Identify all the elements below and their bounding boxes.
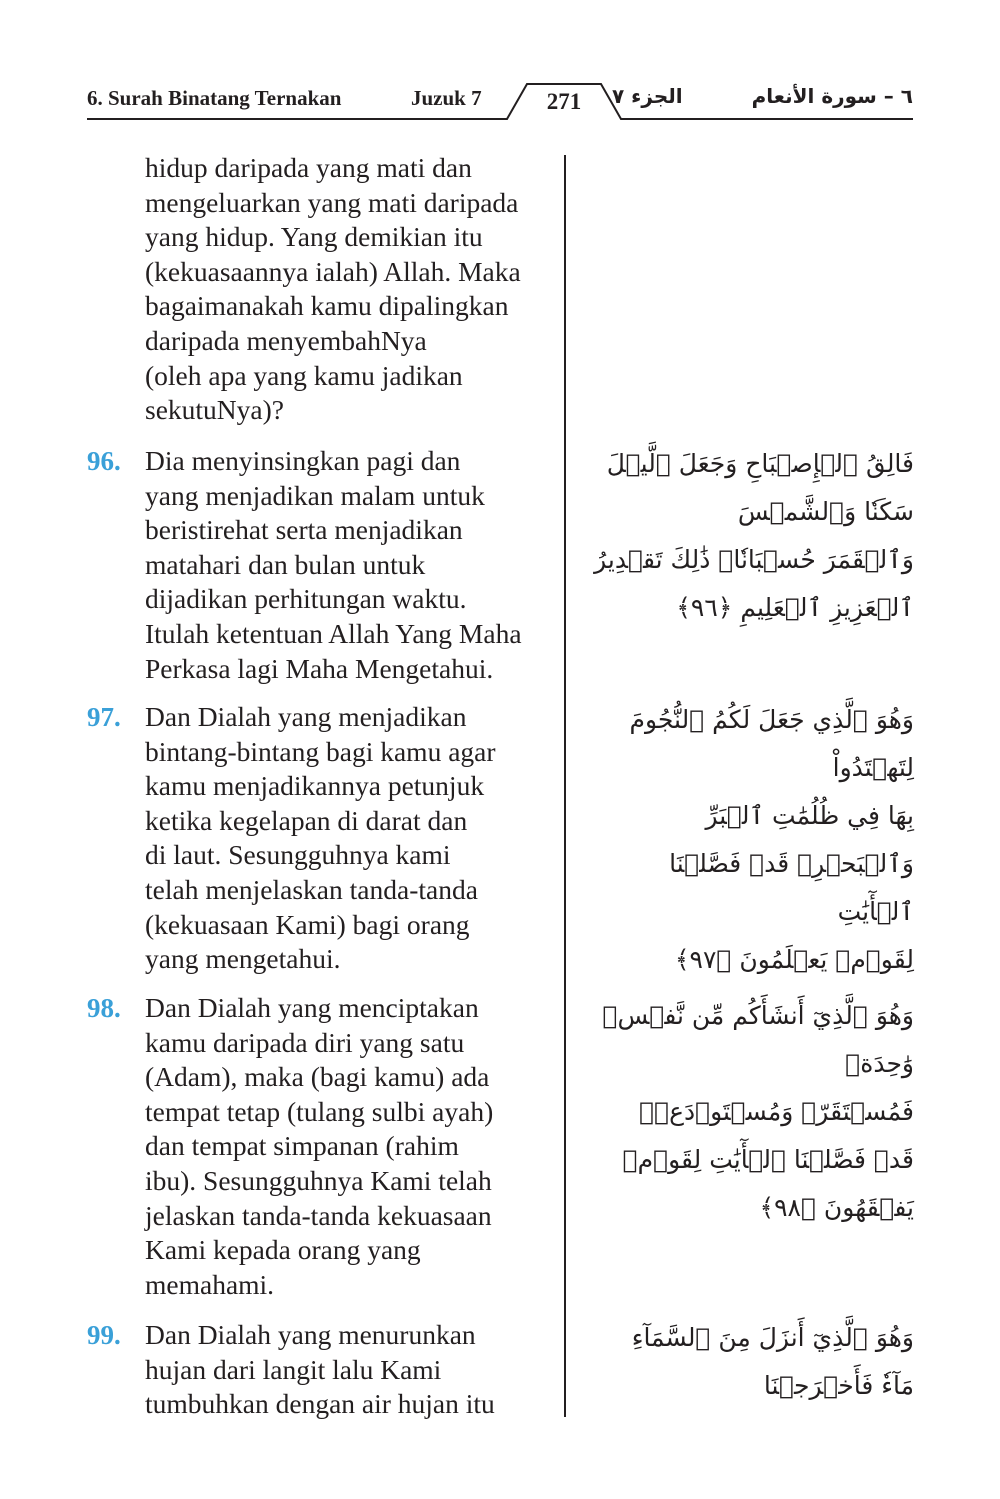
- verse-translation: Dan Dialah yang menurunkan hujan dari langit lalu Kami tumbuhkan dengan air hujan itu: [145, 1319, 495, 1420]
- verse-translation: Dan Dialah yang menjadikan bintang-bintang bagi kamu agar kamu menjadikannya petunjuk ketika kegelapan di darat dan di laut. Sesungguhnya kami telah menjelaskan tanda-tanda (kekuasaan Kami) bagi orang yang mengetahui.: [145, 701, 496, 975]
- surah-arabic-title: ٦ – سورة الأنعام: [751, 84, 913, 108]
- juzuk-label: Juzuk 7: [411, 86, 482, 110]
- juz-arabic-label: الجزء ٧: [612, 84, 683, 108]
- verse-number: 96.: [87, 446, 121, 476]
- verse-arabic: فَالِقُ ٱلۡإِصۡبَاحِ وَجَعَلَ ٱلَّيۡلَ سَكَنٗا وَٱلشَّمۡسَ وَٱلۡقَمَرَ حُسۡبَانٗاۚ ذَٰلِكَ تَقۡدِيرُ ٱلۡعَزِيزِ ٱلۡعَلِيمِ ﴿٩٦﴾: [594, 449, 914, 622]
- surah-title: 6. Surah Binatang Ternakan: [87, 86, 342, 110]
- verse-arabic: وَهُوَ ٱلَّذِي جَعَلَ لَكُمُ ٱلنُّجُومَ لِتَهۡتَدُواْ بِهَا فِي ظُلُمَٰتِ ٱلۡبَرِّ وَٱلۡبَحۡرِۗ قَدۡ فَصَّلۡنَا ٱلۡأٓيَٰتِ لِقَوۡمٖ يَعۡلَمُونَ ﴿٩٧﴾: [629, 705, 914, 974]
- verse-arabic: وَهُوَ ٱلَّذِيٓ أَنشَأَكُم مِّن نَّفۡسٖ وَٰحِدَةٖ فَمُسۡتَقَرّٞ وَمُسۡتَوۡدَعٞۗ قَدۡ فَصَّلۡنَا ٱلۡأٓيَٰتِ لِقَوۡمٖ يَفۡقَهُونَ ﴿٩٨﴾: [602, 1001, 914, 1222]
- header-rule: [0, 0, 1000, 130]
- page-number: 271: [546, 89, 582, 114]
- continuation-text: hidup daripada yang mati dan mengeluarkan yang mati daripada yang hidup. Yang demikian itu (kekuasaannya ialah) Allah. Maka bagaimanakah kamu dipalingkan daripada menyembahNya (oleh apa yang kamu jadikan sekutuNya)?: [145, 152, 521, 426]
- verse-translation: Dan Dialah yang menciptakan kamu daripada diri yang satu (Adam), maka (bagi kamu) ada tempat tetap (tulang sulbi ayah) dan tempat simpanan (rahim ibu). Sesungguhnya Kami telah jelaskan tanda-tanda kekuasaan Kami kepada orang yang memahami.: [145, 992, 494, 1300]
- verse-translation: Dia menyinsingkan pagi dan yang menjadikan malam untuk beristirehat serta menjadikan matahari dan bulan untuk dijadikan perhitungan waktu. Itulah ketentuan Allah Yang Maha Perkasa lagi Maha Mengetahui.: [145, 445, 522, 684]
- verse-number: 98.: [87, 993, 121, 1023]
- verse-number: 97.: [87, 702, 121, 732]
- verse-number: 99.: [87, 1320, 121, 1350]
- verse-arabic: وَهُوَ ٱلَّذِيٓ أَنزَلَ مِنَ ٱلسَّمَآءِ مَآءٗ فَأَخۡرَجۡنَا: [631, 1323, 914, 1400]
